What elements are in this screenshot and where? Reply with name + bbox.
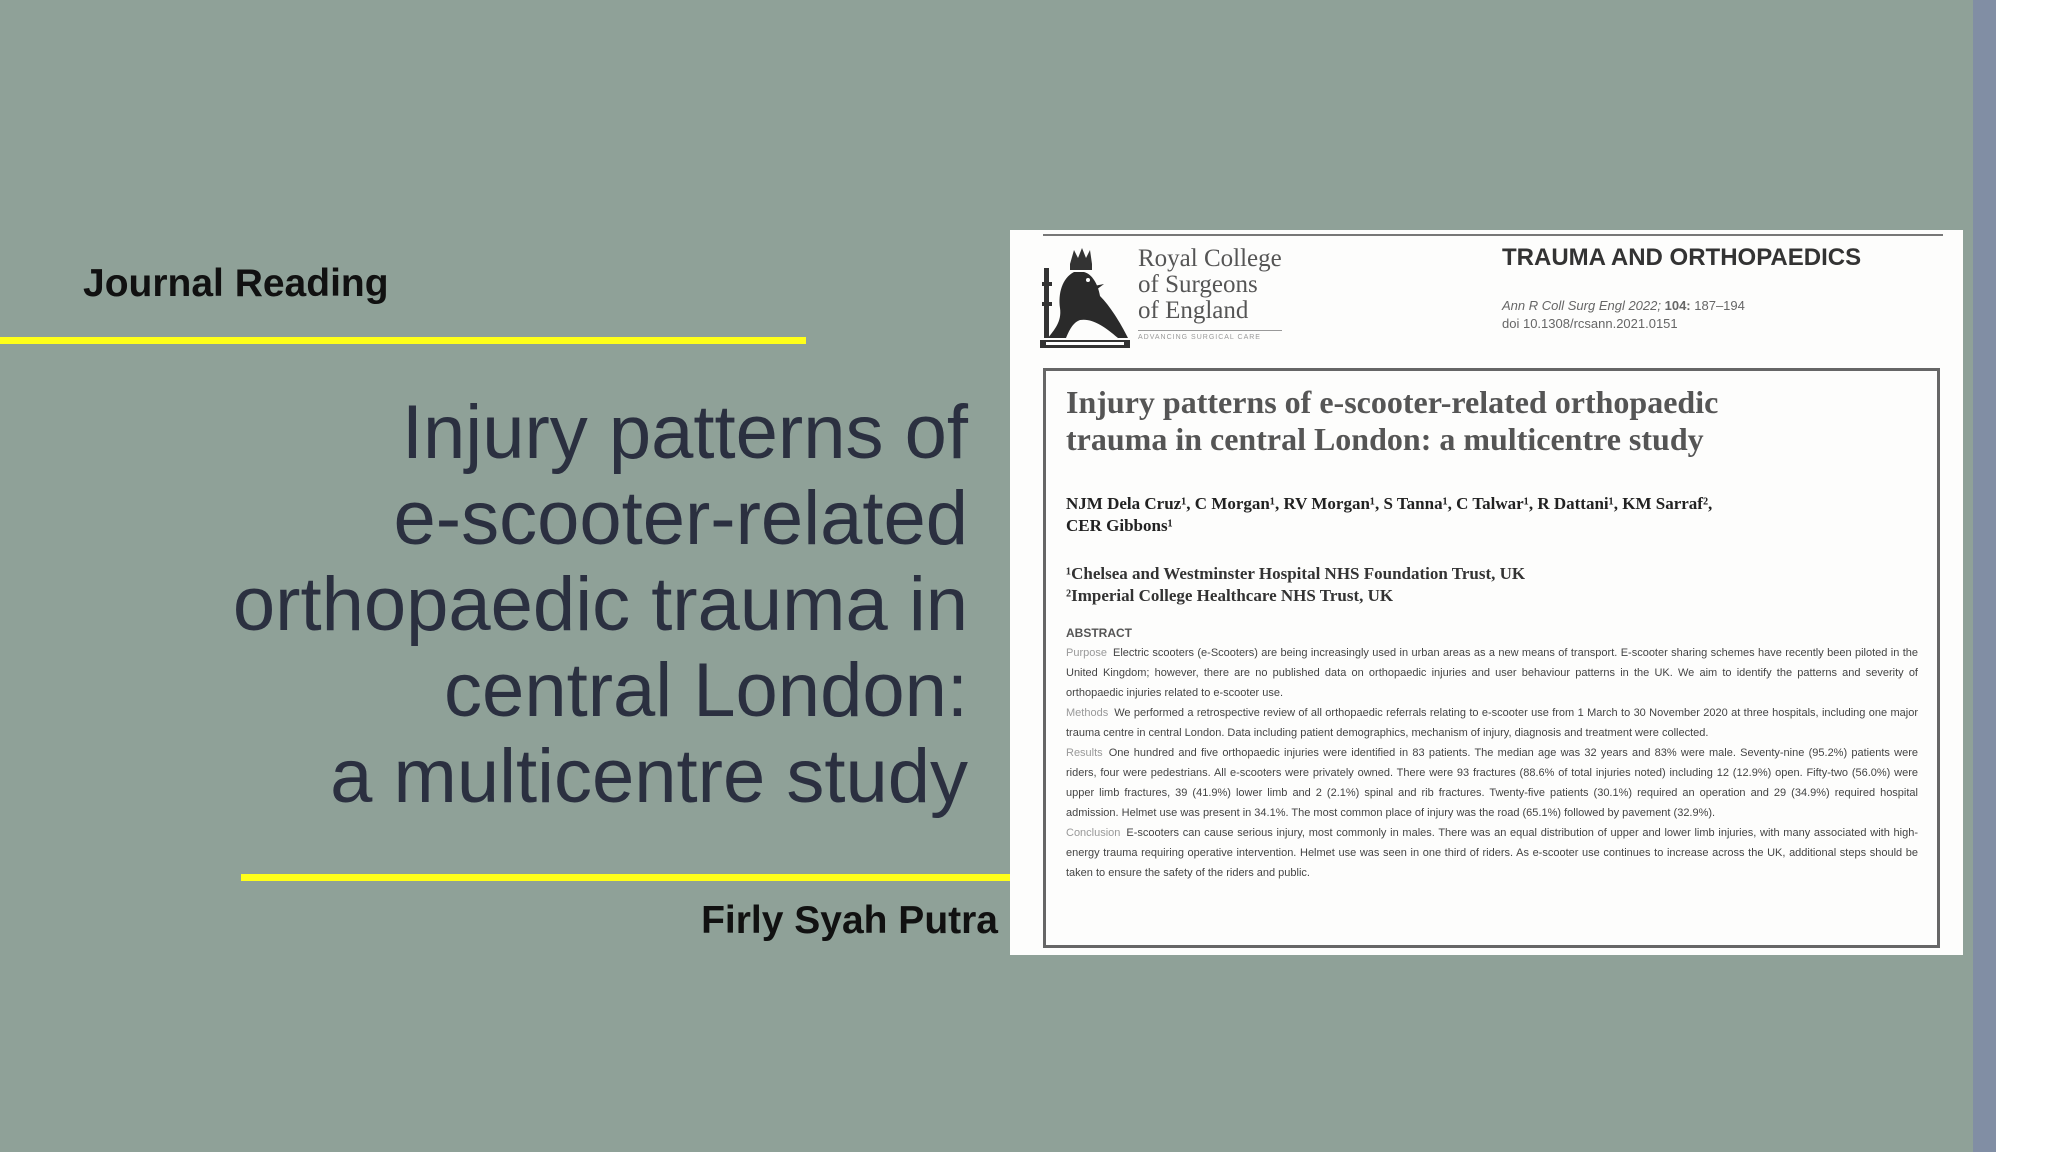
slide-title-line: Injury patterns of bbox=[401, 390, 968, 475]
citation-line bbox=[1502, 297, 1745, 315]
abstract-conclusion bbox=[1066, 823, 1918, 883]
paper-affiliations bbox=[1066, 563, 1525, 607]
abstract-heading: ABSTRACT bbox=[1066, 626, 1132, 640]
paper-title bbox=[1066, 384, 1718, 458]
citation bbox=[1502, 297, 1745, 333]
authors-line: NJM Dela Cruz¹, C Morgan¹, RV Morgan¹, S Tanna¹, C Talwar¹, R Dattani¹, KM Sarraf², bbox=[1066, 494, 1713, 513]
college-name-line: of England bbox=[1138, 297, 1249, 324]
slide-title-line: e-scooter-related bbox=[393, 476, 968, 561]
presenter-name: Firly Syah Putra bbox=[701, 899, 998, 942]
abstract-results bbox=[1066, 743, 1918, 823]
paper-title-line: Injury patterns of e-scooter-related orthopaedic bbox=[1066, 384, 1719, 420]
citation-volume: 104: bbox=[1664, 298, 1691, 313]
college-name-line: of Surgeons bbox=[1138, 271, 1258, 298]
citation-doi: doi 10.1308/rcsann.2021.0151 bbox=[1502, 316, 1678, 331]
side-accent-bar bbox=[1973, 0, 1996, 1152]
abstract-methods bbox=[1066, 703, 1918, 743]
results-text: One hundred and five orthopaedic injuries were identified in 83 patients. The median age was 32 years and 83% were male. Seventy-nine (95.2%) patients were riders, four were pedestrians. All e-scooters were privately owned. There were 93 fractures (88.6% of total injuries noted) including 12 (12.9%) open. Fifty-two (56.0%) were upper limb fractures, 39 (41.9%) lower limb and 2 (2.1%) spinal and rib fractures. Twenty-five patients (30.1%) required an operation and 29 (34.9%) required hospital admission. Helmet use was present in 34.1%. The most common place of injury was the road (65.1%) followed by pavement (32.9%). bbox=[1066, 747, 1918, 819]
methods-text: We performed a retrospective review of all orthopaedic referrals relating to e-scooter use from 1 March to 30 November 2020 at three hospitals, including one major trauma centre in central London. Data including patient demographics, mechanism of injury, diagnosis and treatment were collected. bbox=[1066, 707, 1918, 739]
accent-rule-top bbox=[0, 337, 806, 344]
college-tagline: ADVANCING SURGICAL CARE bbox=[1138, 334, 1261, 341]
college-divider bbox=[1138, 330, 1282, 331]
journal-section: TRAUMA AND ORTHOPAEDICS bbox=[1502, 244, 1862, 271]
affiliation-line: ²Imperial College Healthcare NHS Trust, UK bbox=[1066, 586, 1394, 605]
slide-title-line: central London: bbox=[444, 648, 968, 733]
conclusion-text: E-scooters can cause serious injury, most commonly in males. There was an equal distribution of upper and lower limb injuries, with many associated with high-energy trauma requiring operative intervention. Helmet use was seen in one third of riders. As e-scooter use continues to increase across the UK, additional steps should be taken to ensure the safety of the riders and public. bbox=[1066, 827, 1918, 879]
paper-authors bbox=[1066, 493, 1712, 537]
slide-title bbox=[150, 390, 968, 820]
results-label: Results bbox=[1066, 747, 1103, 759]
accent-rule-bottom bbox=[241, 874, 1011, 881]
abstract-purpose bbox=[1066, 643, 1918, 703]
college-crest-icon bbox=[1040, 242, 1130, 352]
college-name bbox=[1138, 246, 1282, 324]
slide-title-line: orthopaedic trauma in bbox=[232, 562, 968, 647]
slide-title-line: a multicentre study bbox=[330, 734, 968, 819]
slide-kicker: Journal Reading bbox=[83, 262, 389, 305]
affiliation-line: ¹Chelsea and Westminster Hospital NHS Foundation Trust, UK bbox=[1066, 564, 1526, 583]
citation-journal: Ann R Coll Surg Engl 2022; bbox=[1502, 298, 1661, 313]
methods-label: Methods bbox=[1066, 707, 1109, 719]
citation-pages: 187–194 bbox=[1694, 298, 1745, 313]
purpose-label: Purpose bbox=[1066, 647, 1107, 659]
authors-line: CER Gibbons¹ bbox=[1066, 516, 1173, 535]
college-name-line: Royal College bbox=[1138, 245, 1282, 272]
paper-thumbnail bbox=[1010, 230, 1963, 955]
abstract bbox=[1066, 623, 1918, 883]
paper-title-line: trauma in central London: a multicentre study bbox=[1066, 421, 1704, 457]
paper-header-rule bbox=[1043, 234, 1943, 236]
purpose-text: Electric scooters (e-Scooters) are being increasingly used in urban areas as a new means of transport. E-scooter sharing schemes have recently been piloted in the United Kingdom; however, there are no published data on orthopaedic injuries and user behaviour patterns in the UK. We aim to identify the patterns and severity of orthopaedic injuries related to e-scooter use. bbox=[1066, 647, 1918, 699]
conclusion-label: Conclusion bbox=[1066, 827, 1121, 839]
